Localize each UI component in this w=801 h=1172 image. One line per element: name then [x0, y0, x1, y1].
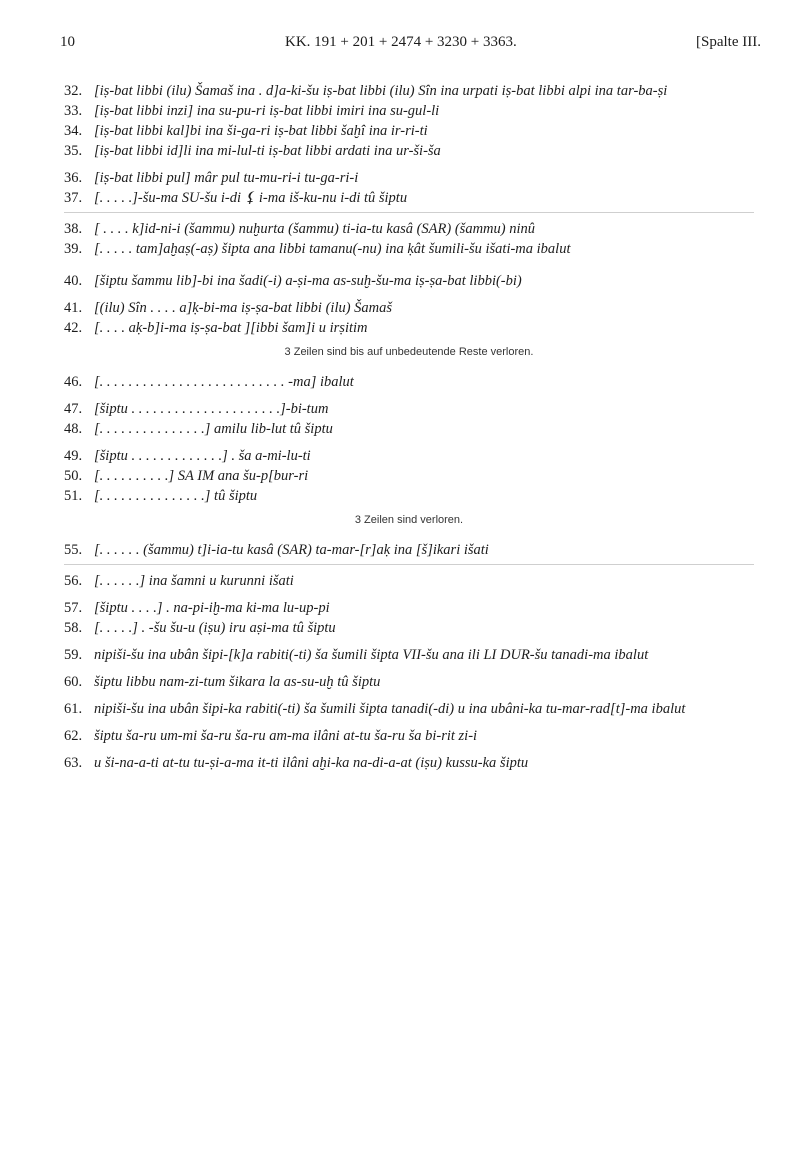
- line-text: [iṣ-bat libbi kal]bi ina ši-ga-ri iṣ-bat libbi šaḫî ina ir-ri-ti: [94, 123, 428, 139]
- line-number: 58.: [64, 620, 83, 636]
- line-text: [šiptu . . . . . . . . . . . . .] . ša a-mi-lu-ti: [94, 448, 311, 464]
- text-line: [64, 672, 754, 692]
- text-line: [64, 101, 754, 121]
- line-text: [. . . . . . . . . . . . . . .] amilu lib-lut tû šiptu: [94, 421, 333, 437]
- line-text: [iṣ-bat libbi (ilu) Šamaš ina . d]a-ki-šu iṣ-bat libbi (ilu) Sîn ina urpati iṣ-bat libbi alpi ina tar-ba-ṣi: [94, 83, 668, 99]
- lacuna-note: 3 Zeilen sind verloren.: [354, 514, 464, 526]
- text-line: [64, 598, 754, 618]
- line-text: [. . . . . tam]aḫaṣ(-aṣ) šipta ana libbi tamanu(-nu) ina ḳât šumili-šu išati-ma ibalut: [94, 241, 571, 257]
- line-text: [šiptu . . . .] . na-pi-iḫ-ma ki-ma lu-up-pi: [94, 600, 330, 616]
- text-line: [64, 141, 754, 161]
- text-line: [64, 446, 754, 466]
- line-number: 61.: [64, 701, 83, 717]
- line-text: [šiptu . . . . . . . . . . . . . . . . . . . . .]-bi-tum: [94, 401, 329, 417]
- page-header: [60, 34, 761, 58]
- line-number: 32.: [64, 83, 83, 99]
- line-number: 59.: [64, 647, 83, 663]
- line-text: [. . . . .]-šu-ma SU-šu i-di ⚸ i-ma iš-ku-nu i-di tû šiptu: [94, 190, 408, 206]
- line-number: 38.: [64, 221, 83, 237]
- line-text: [. . . . . . . . . .] SA IM ana šu-p[bur-ri: [94, 468, 309, 484]
- text-line: [64, 726, 754, 746]
- line-number: 57.: [64, 600, 83, 616]
- text-line: [64, 121, 754, 141]
- text-line: [64, 618, 754, 638]
- line-text: [. . . . . .] ina šamni u kurunni išati: [94, 573, 294, 589]
- line-number: 47.: [64, 401, 83, 417]
- line-number: 35.: [64, 143, 83, 159]
- line-number: 36.: [64, 170, 83, 186]
- text-line: [64, 188, 754, 208]
- line-text: [ . . . . k]id-ni-i (šammu) nuḫurta (šammu) ti-ia-tu kasâ (SAR) (šammu) ninû: [94, 221, 535, 237]
- line-text: [. . . . . . (šammu) t]i-ia-tu kasâ (SAR) ta-mar-[r]aḳ ina [š]ikari išati: [94, 542, 489, 558]
- transliteration-body: [64, 81, 754, 773]
- line-number: 50.: [64, 468, 83, 484]
- line-text: šiptu libbu nam-zi-tum šikara la as-su-uḫ tû šiptu: [94, 674, 381, 690]
- text-line: [64, 699, 754, 719]
- text-line: [64, 540, 754, 560]
- text-line: [64, 399, 754, 419]
- text-line: [64, 81, 754, 101]
- page-title: KK. 191 + 201 + 2474 + 3230 + 3363.: [285, 34, 517, 50]
- line-number: 39.: [64, 241, 83, 257]
- line-text: nipiši-šu ina ubân šipi-[k]a rabiti(-ti) ša šumili šipta VII-šu ana ili LI DUR-šu tanadi-ma ibalut: [94, 647, 649, 663]
- line-number: 41.: [64, 300, 83, 316]
- lacuna-note: 3 Zeilen sind bis auf unbedeutende Reste verloren.: [284, 346, 534, 358]
- line-number: 49.: [64, 448, 83, 464]
- text-line: [64, 168, 754, 188]
- line-text: [. . . . . . . . . . . . . . .] tû šiptu: [94, 488, 258, 504]
- line-number: 48.: [64, 421, 83, 437]
- line-text: [iṣ-bat libbi id]li ina mi-lul-ti iṣ-bat libbi ardati ina ur-ši-ša: [94, 143, 441, 159]
- text-line: [64, 271, 754, 291]
- line-number: 46.: [64, 374, 83, 390]
- divider: [64, 212, 754, 213]
- line-text: [. . . . .] . -šu šu-u (iṣu) iru aṣi-ma tû šiptu: [94, 620, 336, 636]
- column-label: [Spalte III.: [696, 34, 761, 50]
- line-text: nipiši-šu ina ubân šipi-ka rabiti(-ti) ša šumili šipta tanadi(-di) u ina ubâni-ka tu-mar-rad[t]-ma ibalut: [94, 701, 686, 717]
- line-text: [šiptu šammu lib]-bi ina šadi(-i) a-ṣi-ma as-suḫ-šu-ma iṣ-ṣa-bat libbi(-bi): [94, 273, 522, 289]
- divider: [64, 564, 754, 565]
- line-number: 40.: [64, 273, 83, 289]
- page-number: 10: [60, 34, 75, 50]
- line-text: [. . . . aḳ-b]i-ma iṣ-ṣa-bat ][ibbi šam]i u irṣitim: [94, 320, 368, 336]
- text-line: [64, 372, 754, 392]
- text-line: [64, 486, 754, 506]
- text-line: [64, 419, 754, 439]
- line-text: u ši-na-a-ti at-tu tu-ṣi-a-ma it-ti ilâni aḫi-ka na-di-a-at (iṣu) kussu-ka šiptu: [94, 755, 529, 771]
- line-number: 33.: [64, 103, 83, 119]
- line-number: 63.: [64, 755, 83, 771]
- line-number: 42.: [64, 320, 83, 336]
- text-line: [64, 318, 754, 338]
- text-line: [64, 298, 754, 318]
- line-number: 34.: [64, 123, 83, 139]
- text-line: [64, 645, 754, 665]
- line-number: 60.: [64, 674, 83, 690]
- text-line: [64, 571, 754, 591]
- line-number: 37.: [64, 190, 83, 206]
- line-text: [iṣ-bat libbi pul] mâr pul tu-mu-ri-i tu-ga-ri-i: [94, 170, 359, 186]
- text-line: [64, 239, 754, 259]
- line-number: 62.: [64, 728, 83, 744]
- line-number: 51.: [64, 488, 83, 504]
- line-number: 56.: [64, 573, 83, 589]
- text-line: [64, 219, 754, 239]
- line-text: [(ilu) Sîn . . . . a]ḳ-bi-ma iṣ-ṣa-bat libbi (ilu) Šamaš: [94, 300, 393, 316]
- line-number: 55.: [64, 542, 83, 558]
- line-text: [iṣ-bat libbi inzi] ina su-pu-ri iṣ-bat libbi imiri ina su-gul-li: [94, 103, 440, 119]
- text-line: [64, 466, 754, 486]
- text-line: [64, 753, 754, 773]
- line-text: [. . . . . . . . . . . . . . . . . . . . . . . . . . -ma] ibalut: [94, 374, 354, 390]
- line-text: šiptu ša-ru um-mi ša-ru ša-ru am-ma ilâni at-tu ša-ru ša bi-rit zi-i: [94, 728, 478, 744]
